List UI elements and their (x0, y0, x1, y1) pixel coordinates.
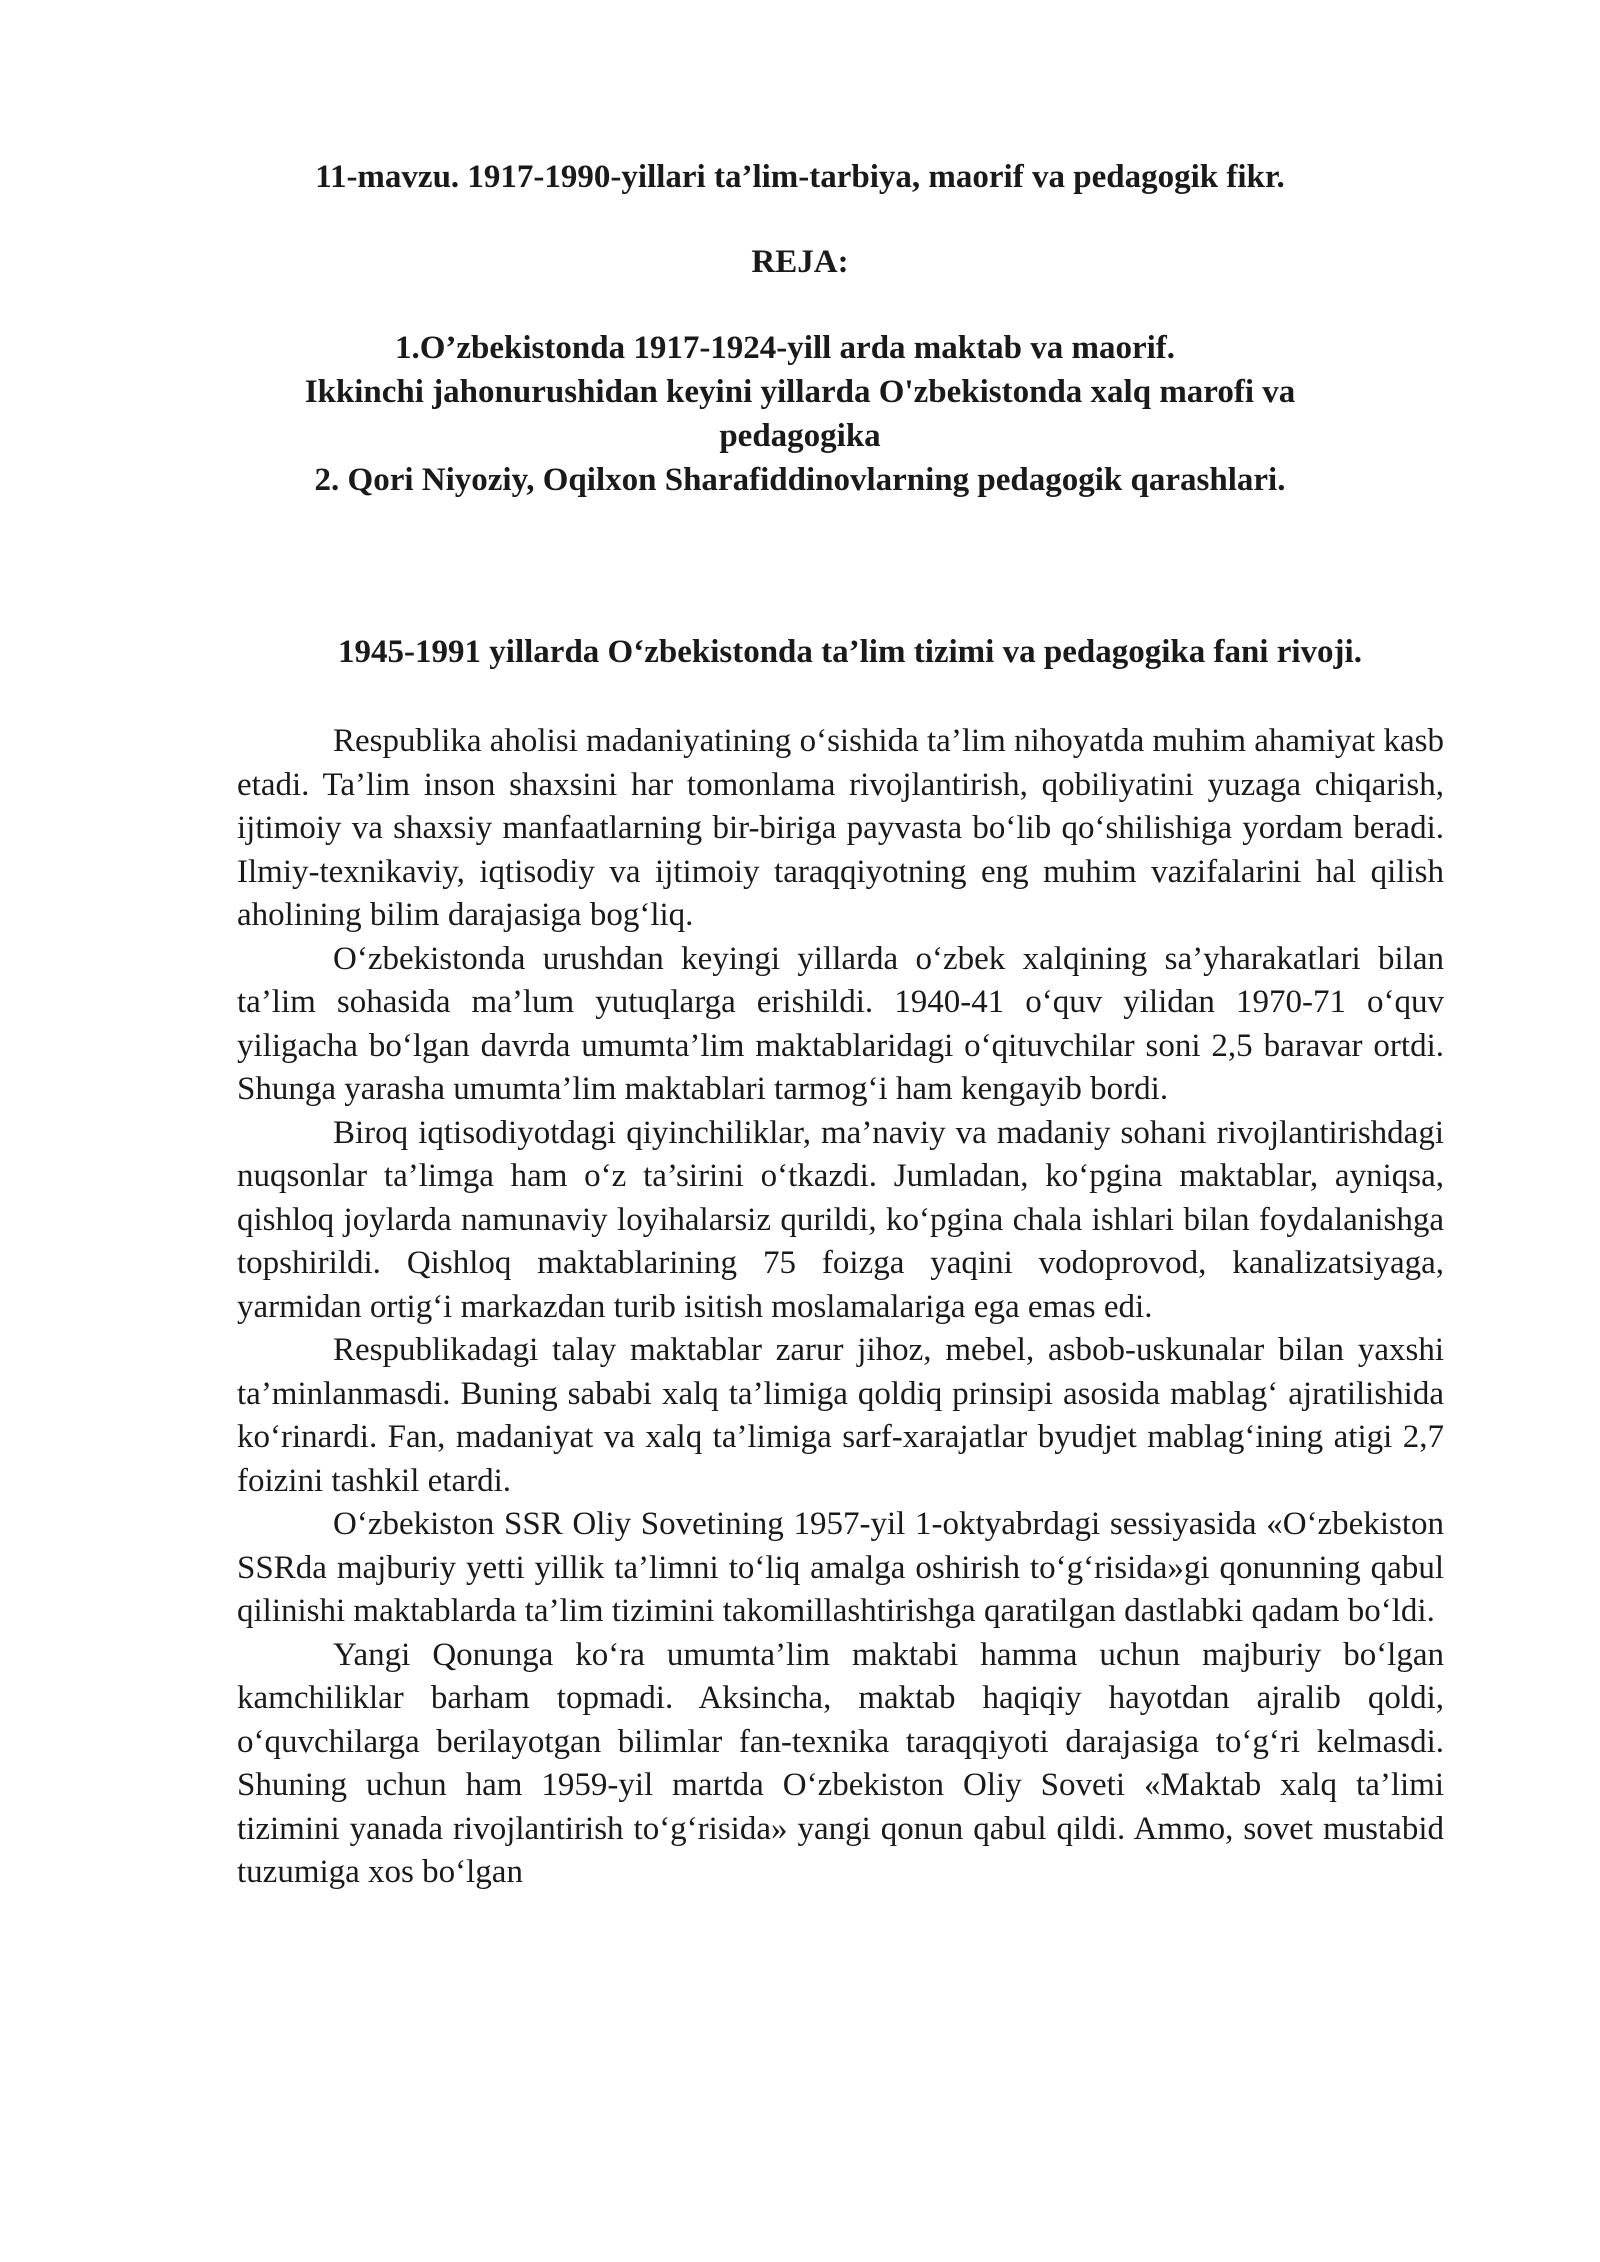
paragraph: O‘zbekiston SSR Oliy Sovetining 1957-yil 1-oktyabrdagi sessiyasida «O‘zbekiston SSRda majburiy yetti yillik ta’limni to‘liq amalga oshirish to‘g‘risida»gi qonunning qabul qilinishi maktablarda ta’lim tizimini takomillashtirishga qaratilgan dastlabki qadam bo‘ldi. (237, 1506, 1444, 1629)
paragraph: Respublika aholisi madaniyatining o‘sishida ta’lim nihoyatda muhim ahamiyat kasb etadi. Ta’lim inson shaxsini har tomonlama rivojlantirish, qobiliyatini yuzaga chiqarish, ijtimoiy va shaxsiy manfaatlarning bir-biriga payvasta bo‘lib qo‘shilishiga yordam beradi. Ilmiy-texnikaviy, iqtisodiy va ijtimoiy taraqqiyotning eng muhim vazifalarini hal qilish aholining bilim darajasiga bog‘liq. (237, 723, 1444, 933)
body-text (237, 720, 1444, 1895)
paragraph: Yangi Qonunga ko‘ra umumta’lim maktabi hamma uchun majburiy bo‘lgan kamchiliklar barham topmadi. Aksincha, maktab haqiqiy hayotdan ajralib qoldi, o‘quvchilarga berilayotgan bilimlar fan-texnika taraqqiyoti darajasiga to‘g‘ri kelmasdi. Shuning uchun ham 1959-yil martda O‘zbekiston Oliy Soveti «Maktab xalq ta’limi tizimini yanada rivojlantirish to‘g‘risida» yangi qonun qabul qildi. Ammo, sovet mustabid tuzumiga xos bo‘lgan (237, 1636, 1444, 1890)
plan-item: pedagogika (719, 418, 881, 454)
plan-item: Ikkinchi jahonurushidan keyini yillarda O'zbekistonda xalq marofi va (304, 374, 1296, 410)
plan-item: 1.O’zbekistonda 1917-1924-yill arda maktab va maorif. (394, 330, 1176, 366)
paragraph: O‘zbekistonda urushdan keyingi yillarda o‘zbek xalqining sa’yharakatlari bilan ta’lim sohasida ma’lum yutuqlarga erishildi. 1940-41 o‘quv yilidan 1970-71 o‘quv yiligacha bo‘lgan davrda umumta’lim maktablaridagi o‘qituvchilar soni 2,5 baravar ortdi. Shunga yarasha umumta’lim maktablari tarmog‘i ham kengayib bordi. (237, 940, 1444, 1107)
plan-heading: REJA: (751, 244, 849, 280)
document-title: 11-mavzu. 1917-1990-yillari ta’lim-tarbiya, maorif va pedagogik fikr. (315, 159, 1285, 195)
plan-list (0, 326, 1600, 502)
paragraph: Respublikadagi talay maktablar zarur jihoz, mebel, asbob-uskunalar bilan yaxshi ta’minlanmasdi. Buning sababi xalq ta’limiga qoldiq prinsipi asosida mablag‘ ajratilishida ko‘rinardi. Fan, madaniyat va xalq ta’limiga sarf-xarajatlar byudjet mablag‘ining atigi 2,7 foizini tashkil etardi. (237, 1332, 1444, 1499)
plan-item: 2. Qori Niyoziy, Oqilxon Sharafiddinovlarning pedagogik qarashlari. (314, 462, 1286, 498)
paragraph: Biroq iqtisodiyotdagi qiyinchiliklar, ma’naviy va madaniy sohani rivojlantirishdagi nuqsonlar ta’limga ham o‘z ta’sirini o‘tkazdi. Jumladan, ko‘pgina maktablar, ayniqsa, qishloq joylarda namunaviy loyihalarsiz qurildi, ko‘pgina chala ishlari bilan foydalanishga topshirildi. Qishloq maktablarining 75 foizga yaqini vodoprovod, kanalizatsiyaga, yarmidan ortig‘i markazdan turib isitish moslamalariga ega emas edi. (237, 1114, 1444, 1325)
section-heading: 1945-1991 yillarda O‘zbekistonda ta’lim tizimi va pedagogika fani rivoji. (338, 634, 1362, 670)
